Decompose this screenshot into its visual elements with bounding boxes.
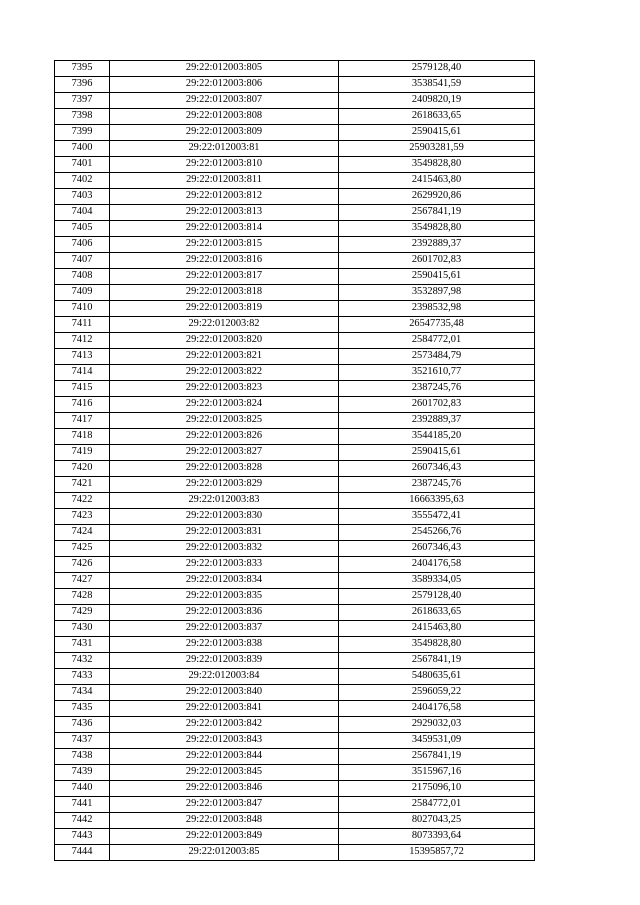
cadastral-number-cell: 29:22:012003:839 <box>110 653 339 669</box>
cadastral-number-cell: 29:22:012003:837 <box>110 621 339 637</box>
cadastral-number-cell: 29:22:012003:842 <box>110 717 339 733</box>
cadastral-number-cell: 29:22:012003:841 <box>110 701 339 717</box>
row-number-cell: 7414 <box>55 365 110 381</box>
row-number-cell: 7430 <box>55 621 110 637</box>
cadastral-number-cell: 29:22:012003:816 <box>110 253 339 269</box>
table-row <box>55 269 535 285</box>
row-number-cell: 7412 <box>55 333 110 349</box>
value-cell: 15395857,72 <box>339 845 535 861</box>
table-row <box>55 317 535 333</box>
table-row <box>55 813 535 829</box>
table-row <box>55 109 535 125</box>
value-cell: 2607346,43 <box>339 461 535 477</box>
value-cell: 2387245,76 <box>339 381 535 397</box>
row-number-cell: 7395 <box>55 61 110 77</box>
row-number-cell: 7401 <box>55 157 110 173</box>
value-cell: 2618633,65 <box>339 109 535 125</box>
table-row <box>55 669 535 685</box>
value-cell: 2601702,83 <box>339 397 535 413</box>
row-number-cell: 7411 <box>55 317 110 333</box>
cadastral-number-cell: 29:22:012003:844 <box>110 749 339 765</box>
value-cell: 2579128,40 <box>339 589 535 605</box>
row-number-cell: 7399 <box>55 125 110 141</box>
value-cell: 2175096,10 <box>339 781 535 797</box>
value-cell: 2629920,86 <box>339 189 535 205</box>
table-row <box>55 653 535 669</box>
table-row <box>55 573 535 589</box>
row-number-cell: 7434 <box>55 685 110 701</box>
value-cell: 2929032,03 <box>339 717 535 733</box>
table-row <box>55 413 535 429</box>
row-number-cell: 7441 <box>55 797 110 813</box>
row-number-cell: 7409 <box>55 285 110 301</box>
table-row <box>55 781 535 797</box>
cadastral-number-cell: 29:22:012003:809 <box>110 125 339 141</box>
value-cell: 26547735,48 <box>339 317 535 333</box>
table-row <box>55 333 535 349</box>
cadastral-number-cell: 29:22:012003:830 <box>110 509 339 525</box>
cadastral-number-cell: 29:22:012003:808 <box>110 109 339 125</box>
table-row <box>55 589 535 605</box>
cadastral-number-cell: 29:22:012003:814 <box>110 221 339 237</box>
row-number-cell: 7442 <box>55 813 110 829</box>
row-number-cell: 7410 <box>55 301 110 317</box>
row-number-cell: 7419 <box>55 445 110 461</box>
table-row <box>55 141 535 157</box>
cadastral-number-cell: 29:22:012003:822 <box>110 365 339 381</box>
table-row <box>55 477 535 493</box>
table-row <box>55 221 535 237</box>
row-number-cell: 7438 <box>55 749 110 765</box>
value-cell: 3532897,98 <box>339 285 535 301</box>
row-number-cell: 7431 <box>55 637 110 653</box>
row-number-cell: 7405 <box>55 221 110 237</box>
value-cell: 2596059,22 <box>339 685 535 701</box>
cadastral-number-cell: 29:22:012003:828 <box>110 461 339 477</box>
row-number-cell: 7440 <box>55 781 110 797</box>
row-number-cell: 7402 <box>55 173 110 189</box>
table-row <box>55 77 535 93</box>
cadastral-number-cell: 29:22:012003:817 <box>110 269 339 285</box>
value-cell: 3555472,41 <box>339 509 535 525</box>
row-number-cell: 7444 <box>55 845 110 861</box>
value-cell: 3549828,80 <box>339 157 535 173</box>
value-cell: 25903281,59 <box>339 141 535 157</box>
cadastral-number-cell: 29:22:012003:85 <box>110 845 339 861</box>
cadastral-number-cell: 29:22:012003:815 <box>110 237 339 253</box>
row-number-cell: 7424 <box>55 525 110 541</box>
cadastral-number-cell: 29:22:012003:849 <box>110 829 339 845</box>
row-number-cell: 7435 <box>55 701 110 717</box>
table-row <box>55 525 535 541</box>
row-number-cell: 7436 <box>55 717 110 733</box>
table-row <box>55 445 535 461</box>
table-row <box>55 285 535 301</box>
row-number-cell: 7443 <box>55 829 110 845</box>
cadastral-number-cell: 29:22:012003:824 <box>110 397 339 413</box>
cadastral-number-cell: 29:22:012003:805 <box>110 61 339 77</box>
table-row <box>55 493 535 509</box>
table-row <box>55 93 535 109</box>
cadastral-number-cell: 29:22:012003:848 <box>110 813 339 829</box>
cadastral-number-cell: 29:22:012003:819 <box>110 301 339 317</box>
table-row <box>55 365 535 381</box>
table-row <box>55 557 535 573</box>
row-number-cell: 7420 <box>55 461 110 477</box>
cadastral-number-cell: 29:22:012003:825 <box>110 413 339 429</box>
row-number-cell: 7396 <box>55 77 110 93</box>
row-number-cell: 7418 <box>55 429 110 445</box>
value-cell: 3538541,59 <box>339 77 535 93</box>
value-cell: 2404176,58 <box>339 557 535 573</box>
row-number-cell: 7422 <box>55 493 110 509</box>
cadastral-number-cell: 29:22:012003:836 <box>110 605 339 621</box>
value-cell: 5480635,61 <box>339 669 535 685</box>
cadastral-number-cell: 29:22:012003:813 <box>110 205 339 221</box>
table-row <box>55 701 535 717</box>
row-number-cell: 7433 <box>55 669 110 685</box>
table-body <box>55 61 535 861</box>
table-row <box>55 733 535 749</box>
value-cell: 8027043,25 <box>339 813 535 829</box>
value-cell: 2573484,79 <box>339 349 535 365</box>
cadastral-number-cell: 29:22:012003:818 <box>110 285 339 301</box>
row-number-cell: 7415 <box>55 381 110 397</box>
value-cell: 2579128,40 <box>339 61 535 77</box>
table-row <box>55 61 535 77</box>
table-row <box>55 605 535 621</box>
table-row <box>55 381 535 397</box>
table-row <box>55 637 535 653</box>
cadastral-number-cell: 29:22:012003:845 <box>110 765 339 781</box>
row-number-cell: 7408 <box>55 269 110 285</box>
table-row <box>55 237 535 253</box>
table-row <box>55 509 535 525</box>
cadastral-number-cell: 29:22:012003:820 <box>110 333 339 349</box>
cadastral-number-cell: 29:22:012003:82 <box>110 317 339 333</box>
row-number-cell: 7426 <box>55 557 110 573</box>
value-cell: 8073393,64 <box>339 829 535 845</box>
table-row <box>55 205 535 221</box>
row-number-cell: 7398 <box>55 109 110 125</box>
cadastral-number-cell: 29:22:012003:811 <box>110 173 339 189</box>
cadastral-number-cell: 29:22:012003:826 <box>110 429 339 445</box>
value-cell: 2415463,80 <box>339 621 535 637</box>
row-number-cell: 7423 <box>55 509 110 525</box>
row-number-cell: 7416 <box>55 397 110 413</box>
value-cell: 3549828,80 <box>339 221 535 237</box>
cadastral-number-cell: 29:22:012003:84 <box>110 669 339 685</box>
value-cell: 2584772,01 <box>339 797 535 813</box>
value-cell: 2601702,83 <box>339 253 535 269</box>
cadastral-number-cell: 29:22:012003:840 <box>110 685 339 701</box>
value-cell: 2567841,19 <box>339 653 535 669</box>
table-row <box>55 301 535 317</box>
cadastral-number-cell: 29:22:012003:831 <box>110 525 339 541</box>
cadastral-number-cell: 29:22:012003:829 <box>110 477 339 493</box>
row-number-cell: 7437 <box>55 733 110 749</box>
cadastral-number-cell: 29:22:012003:838 <box>110 637 339 653</box>
value-cell: 2398532,98 <box>339 301 535 317</box>
table-row <box>55 749 535 765</box>
table-row <box>55 829 535 845</box>
value-cell: 2567841,19 <box>339 205 535 221</box>
cadastral-number-cell: 29:22:012003:812 <box>110 189 339 205</box>
row-number-cell: 7439 <box>55 765 110 781</box>
table-row <box>55 157 535 173</box>
table-row <box>55 189 535 205</box>
table-row <box>55 541 535 557</box>
value-cell: 16663395,63 <box>339 493 535 509</box>
row-number-cell: 7427 <box>55 573 110 589</box>
row-number-cell: 7417 <box>55 413 110 429</box>
cadastral-number-cell: 29:22:012003:843 <box>110 733 339 749</box>
table-row <box>55 685 535 701</box>
row-number-cell: 7406 <box>55 237 110 253</box>
cadastral-number-cell: 29:22:012003:846 <box>110 781 339 797</box>
table-row <box>55 173 535 189</box>
value-cell: 2545266,76 <box>339 525 535 541</box>
table-row <box>55 717 535 733</box>
table-row <box>55 397 535 413</box>
cadastral-number-cell: 29:22:012003:834 <box>110 573 339 589</box>
table-row <box>55 845 535 861</box>
value-cell: 2584772,01 <box>339 333 535 349</box>
row-number-cell: 7425 <box>55 541 110 557</box>
cadastral-number-cell: 29:22:012003:810 <box>110 157 339 173</box>
cadastral-number-cell: 29:22:012003:833 <box>110 557 339 573</box>
row-number-cell: 7403 <box>55 189 110 205</box>
table-row <box>55 125 535 141</box>
value-cell: 3459531,09 <box>339 733 535 749</box>
table-row <box>55 461 535 477</box>
table-row <box>55 621 535 637</box>
table-row <box>55 429 535 445</box>
row-number-cell: 7407 <box>55 253 110 269</box>
cadastral-number-cell: 29:22:012003:835 <box>110 589 339 605</box>
value-cell: 2409820,19 <box>339 93 535 109</box>
value-cell: 2387245,76 <box>339 477 535 493</box>
row-number-cell: 7432 <box>55 653 110 669</box>
value-cell: 2590415,61 <box>339 269 535 285</box>
cadastral-number-cell: 29:22:012003:821 <box>110 349 339 365</box>
cadastral-number-cell: 29:22:012003:81 <box>110 141 339 157</box>
data-table <box>54 60 535 861</box>
table-row <box>55 349 535 365</box>
row-number-cell: 7404 <box>55 205 110 221</box>
value-cell: 2415463,80 <box>339 173 535 189</box>
value-cell: 3544185,20 <box>339 429 535 445</box>
table-row <box>55 765 535 781</box>
cadastral-number-cell: 29:22:012003:83 <box>110 493 339 509</box>
value-cell: 2392889,37 <box>339 413 535 429</box>
value-cell: 2590415,61 <box>339 125 535 141</box>
row-number-cell: 7400 <box>55 141 110 157</box>
row-number-cell: 7397 <box>55 93 110 109</box>
value-cell: 2607346,43 <box>339 541 535 557</box>
value-cell: 3549828,80 <box>339 637 535 653</box>
cadastral-number-cell: 29:22:012003:827 <box>110 445 339 461</box>
row-number-cell: 7421 <box>55 477 110 493</box>
value-cell: 3589334,05 <box>339 573 535 589</box>
value-cell: 2404176,58 <box>339 701 535 717</box>
cadastral-number-cell: 29:22:012003:832 <box>110 541 339 557</box>
table-row <box>55 253 535 269</box>
value-cell: 2590415,61 <box>339 445 535 461</box>
value-cell: 2618633,65 <box>339 605 535 621</box>
row-number-cell: 7429 <box>55 605 110 621</box>
value-cell: 2567841,19 <box>339 749 535 765</box>
table-row <box>55 797 535 813</box>
cadastral-number-cell: 29:22:012003:847 <box>110 797 339 813</box>
cadastral-number-cell: 29:22:012003:823 <box>110 381 339 397</box>
value-cell: 3521610,77 <box>339 365 535 381</box>
cadastral-number-cell: 29:22:012003:806 <box>110 77 339 93</box>
row-number-cell: 7413 <box>55 349 110 365</box>
cadastral-number-cell: 29:22:012003:807 <box>110 93 339 109</box>
row-number-cell: 7428 <box>55 589 110 605</box>
value-cell: 2392889,37 <box>339 237 535 253</box>
value-cell: 3515967,16 <box>339 765 535 781</box>
